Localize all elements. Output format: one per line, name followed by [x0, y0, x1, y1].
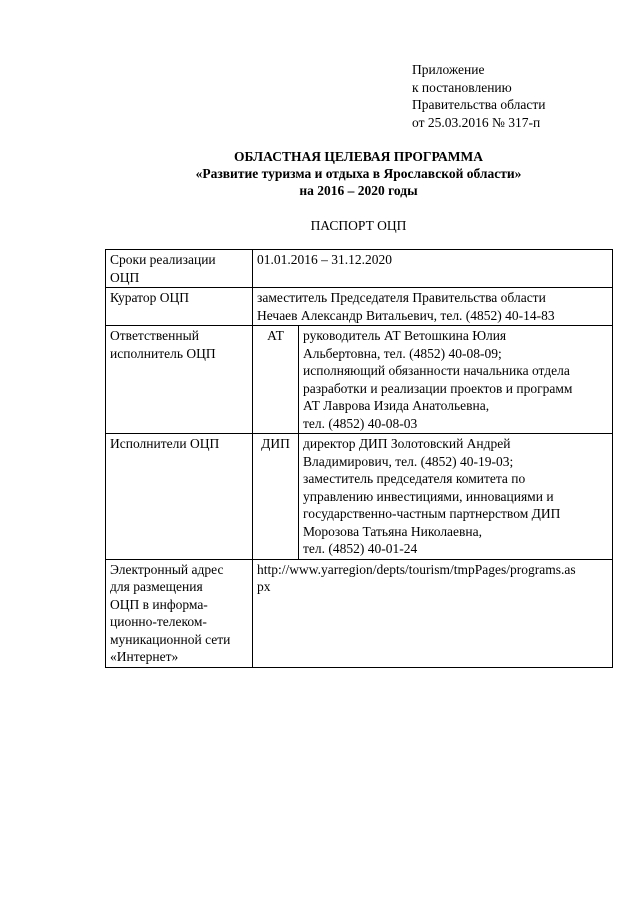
table-row	[106, 288, 613, 326]
row-label-line: Куратор ОЦП	[110, 290, 189, 305]
program-title	[100, 148, 617, 199]
row-value-line: заместитель председателя комитета по	[303, 471, 526, 486]
row-label-line: «Интернет»	[110, 649, 179, 664]
row-label-cell	[106, 288, 253, 326]
row-label-cell	[106, 250, 253, 288]
internet-address-link[interactable]: px	[257, 579, 271, 594]
table-row	[106, 326, 613, 434]
row-value-line: тел. (4852) 40-01-24	[303, 541, 418, 556]
appendix-line: от 25.03.2016 № 317-п	[412, 114, 541, 130]
row-label-line: муникационной сети	[110, 631, 231, 647]
passport-heading: ПАСПОРТ ОЦП	[310, 218, 407, 233]
row-value-line: 01.01.2016 – 31.12.2020	[257, 252, 392, 267]
row-label-line: Электронный адрес	[110, 561, 224, 577]
row-label-line: исполнитель ОЦП	[110, 345, 216, 361]
appendix-line: Приложение	[412, 62, 485, 77]
row-value-line: исполняющий обязанности начальника отдела	[303, 363, 570, 378]
row-value-line: Морозова Татьяна Николаевна,	[303, 523, 483, 539]
row-label-cell	[106, 434, 253, 560]
title-line: «Развитие туризма и отдыха в Ярославской области»	[195, 166, 522, 181]
row-value-line: Владимирович, тел. (4852) 40-19-03;	[303, 453, 514, 469]
appendix-line: к постановлению	[412, 79, 512, 95]
appendix-line: Правительства области	[412, 97, 546, 112]
row-value-line: управлению инвестициями, инновациями и	[303, 488, 554, 504]
row-code-cell: ДИП	[253, 434, 299, 560]
row-value-cell	[253, 250, 613, 288]
row-value-line: Альбертовна, тел. (4852) 40-08-09;	[303, 345, 502, 361]
table-row	[106, 559, 613, 667]
table-row	[106, 250, 613, 288]
row-label-line: Исполнители ОЦП	[110, 436, 220, 451]
row-label-line: ОЦП в информа-	[110, 596, 208, 612]
row-label-line: для размещения	[110, 579, 203, 594]
row-label-cell	[106, 326, 253, 434]
row-value-line: государственно-частным партнерством ДИП	[303, 506, 561, 521]
appendix-note	[412, 61, 545, 131]
row-value-line: тел. (4852) 40-08-03	[303, 415, 418, 431]
table-row	[106, 434, 613, 560]
row-label-cell	[106, 559, 253, 667]
row-value-line: АТ Лаврова Изида Анатольевна,	[303, 398, 490, 413]
row-label-line: Сроки реализации	[110, 252, 216, 267]
row-value-line: заместитель Председателя Правительства области	[257, 290, 546, 305]
row-value-line: разработки и реализации проектов и программ	[303, 380, 573, 396]
row-label-line: Ответственный	[110, 328, 199, 343]
row-value-line: руководитель АТ Ветошкина Юлия	[303, 328, 507, 343]
row-value-cell	[299, 326, 613, 434]
row-value-line: Нечаев Александр Витальевич, тел. (4852) 40-14-83	[257, 307, 555, 323]
row-value-cell	[253, 288, 613, 326]
row-label-line: ционно-телеком-	[110, 614, 207, 629]
passport-table	[105, 249, 613, 668]
internet-address-link[interactable]: http://www.yarregion/depts/tourism/tmpPages/programs.as	[257, 561, 576, 577]
row-value-cell	[299, 434, 613, 560]
title-line: на 2016 – 2020 годы	[299, 183, 418, 198]
title-line: ОБЛАСТНАЯ ЦЕЛЕВАЯ ПРОГРАММА	[233, 149, 484, 164]
row-label-line: ОЦП	[110, 269, 140, 285]
row-code-cell: АТ	[253, 326, 299, 434]
row-value-line: директор ДИП Золотовский Андрей	[303, 436, 511, 451]
row-value-cell	[253, 559, 613, 667]
